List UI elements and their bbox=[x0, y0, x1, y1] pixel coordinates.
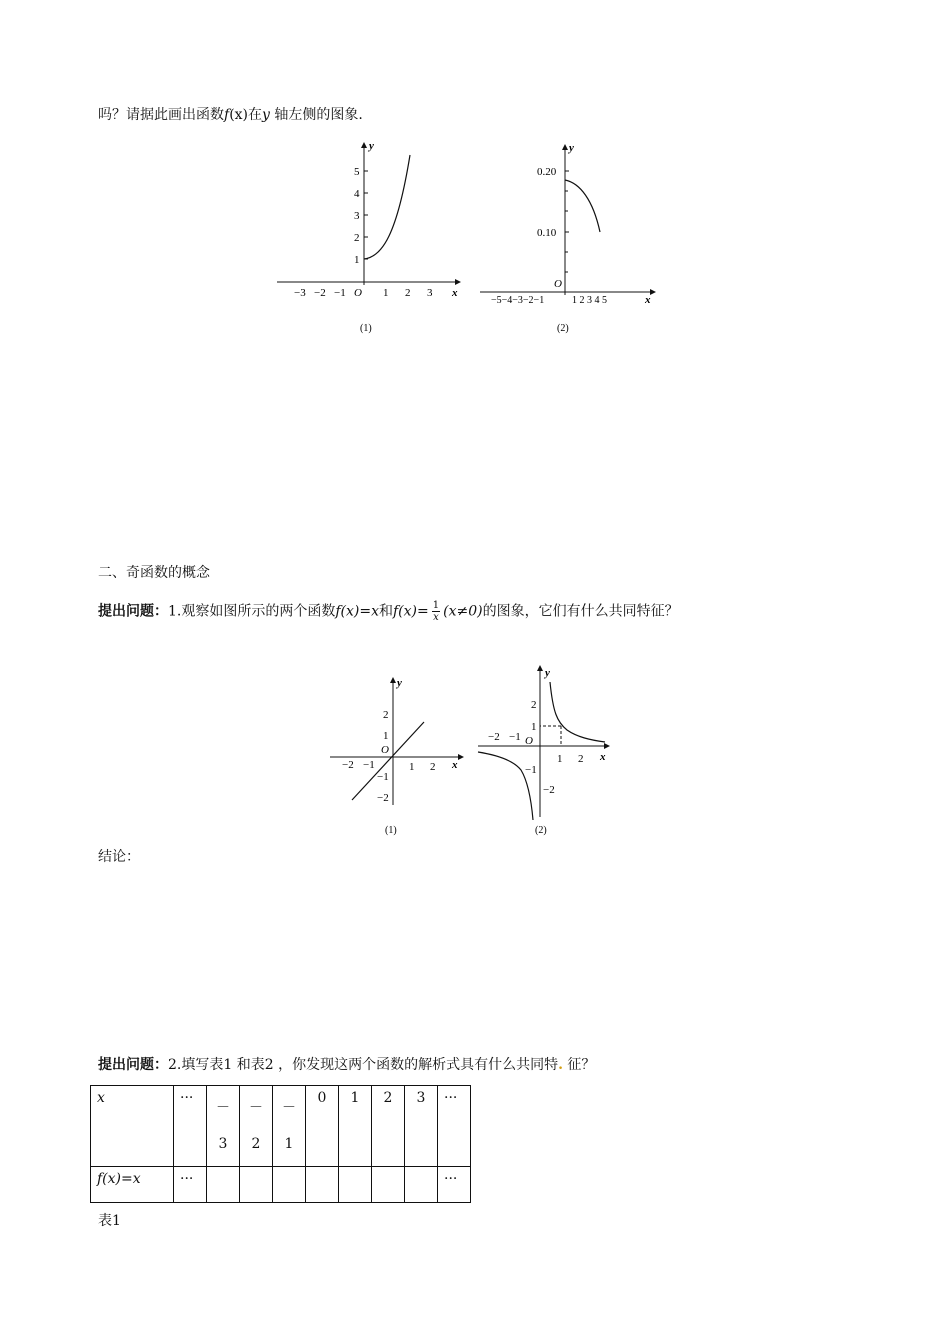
y-axis-label: y bbox=[369, 140, 374, 152]
curve-exponential bbox=[364, 155, 410, 259]
x-axis-label: x bbox=[452, 759, 458, 771]
table-cell bbox=[405, 1167, 438, 1203]
y-tick: 1 bbox=[383, 730, 389, 742]
table-cell: ··· bbox=[174, 1167, 207, 1203]
x-tick: 2 bbox=[578, 753, 584, 765]
hyperbola-branch-left bbox=[478, 752, 533, 820]
y-tick: −2 bbox=[543, 784, 555, 796]
y-tick: 3 bbox=[354, 210, 360, 222]
x-tick: 2 bbox=[430, 761, 436, 773]
origin-label: O bbox=[354, 287, 362, 299]
y-axis-label: y bbox=[545, 667, 550, 679]
figure2-graph1 bbox=[325, 670, 470, 845]
origin-label: O bbox=[554, 278, 562, 290]
x-tick: 1 bbox=[409, 761, 415, 773]
table-cell bbox=[240, 1167, 273, 1203]
conclusion-label: 结论： bbox=[98, 849, 140, 865]
hyperbola-branch-right bbox=[550, 682, 605, 742]
x-tick: 2 bbox=[405, 287, 411, 299]
figure1-graph2 bbox=[475, 135, 665, 345]
origin-label: O bbox=[381, 744, 389, 756]
x-tick: −1 bbox=[334, 287, 346, 299]
table-row bbox=[91, 1167, 471, 1203]
table-cell bbox=[207, 1167, 240, 1203]
table-cell bbox=[372, 1167, 405, 1203]
table-cell: ··· bbox=[438, 1167, 471, 1203]
caption: (1) bbox=[385, 825, 397, 836]
caption: (1) bbox=[360, 323, 372, 334]
table-cell: 0 bbox=[306, 1086, 339, 1167]
table-cell: ··· bbox=[438, 1086, 471, 1167]
table-cell: － 1 bbox=[273, 1086, 306, 1167]
intro-line: 吗？请据此画出函数f(x)在y 轴左侧的图象. bbox=[98, 107, 363, 123]
y-tick: −1 bbox=[525, 764, 537, 776]
table-cell: － 2 bbox=[240, 1086, 273, 1167]
table-1 bbox=[90, 1085, 471, 1203]
table-cell: x bbox=[91, 1086, 174, 1167]
table-cell bbox=[306, 1167, 339, 1203]
y-tick: −2 bbox=[377, 792, 389, 804]
table-cell: ··· bbox=[174, 1086, 207, 1167]
y-axis-label: y bbox=[569, 142, 574, 154]
question-2: 提出问题：2.填写表1 和表2 ，你发现这两个函数的解析式具有什么共同特. 征？ bbox=[98, 1057, 596, 1073]
y-tick: 2 bbox=[383, 709, 389, 721]
y-tick: 1 bbox=[531, 721, 537, 733]
y-tick: 4 bbox=[354, 188, 360, 200]
table-1-caption: 表1 bbox=[98, 1213, 121, 1229]
y-tick: 0.10 bbox=[537, 227, 557, 239]
question-1: 提出问题：1.观察如图所示的两个函数f(x)=x和f(x)= $\frac{1}{x}$ (x≠0)的图象，它们有什么共同特征？ bbox=[98, 600, 679, 623]
x-tick: −3 bbox=[294, 287, 306, 299]
table-cell: － 3 bbox=[207, 1086, 240, 1167]
table-cell bbox=[273, 1167, 306, 1203]
x-axis-label: x bbox=[645, 294, 651, 306]
x-axis-label: x bbox=[600, 751, 606, 763]
x-tick: 1 bbox=[557, 753, 563, 765]
table-cell: 2 bbox=[372, 1086, 405, 1167]
dashed-guide bbox=[540, 726, 561, 746]
x-ticks-right: 1 2 3 4 5 bbox=[572, 295, 607, 306]
fraction: $\frac{1}{x}$ bbox=[432, 600, 440, 623]
table-row bbox=[91, 1086, 471, 1167]
table-cell: f(x)=x bbox=[91, 1167, 174, 1203]
y-tick: 1 bbox=[354, 254, 360, 266]
x-axis-label: x bbox=[452, 287, 458, 299]
table-cell: 1 bbox=[339, 1086, 372, 1167]
y-tick: 2 bbox=[354, 232, 360, 244]
x-tick: −2 bbox=[488, 731, 500, 743]
x-tick: −2 bbox=[314, 287, 326, 299]
x-ticks-left: −5−4−3−2−1 bbox=[491, 295, 545, 306]
figure2-graph2 bbox=[475, 662, 615, 842]
curve-decreasing bbox=[565, 180, 600, 232]
x-tick: −2 bbox=[342, 759, 354, 771]
x-tick: −1 bbox=[509, 731, 521, 743]
y-tick: −1 bbox=[377, 771, 389, 783]
origin-label: O bbox=[525, 735, 533, 747]
section-heading: 二、奇函数的概念 bbox=[98, 565, 210, 581]
y-tick: 2 bbox=[531, 699, 537, 711]
figure1-graph1 bbox=[272, 135, 472, 345]
caption: (2) bbox=[535, 825, 547, 836]
caption: (2) bbox=[557, 323, 569, 334]
x-tick: 1 bbox=[383, 287, 389, 299]
x-tick: 3 bbox=[427, 287, 433, 299]
y-tick: 5 bbox=[354, 166, 360, 178]
y-tick: 0.20 bbox=[537, 166, 557, 178]
table-cell bbox=[339, 1167, 372, 1203]
table-cell: 3 bbox=[405, 1086, 438, 1167]
y-axis-label: y bbox=[397, 677, 402, 689]
x-tick: −1 bbox=[363, 759, 375, 771]
